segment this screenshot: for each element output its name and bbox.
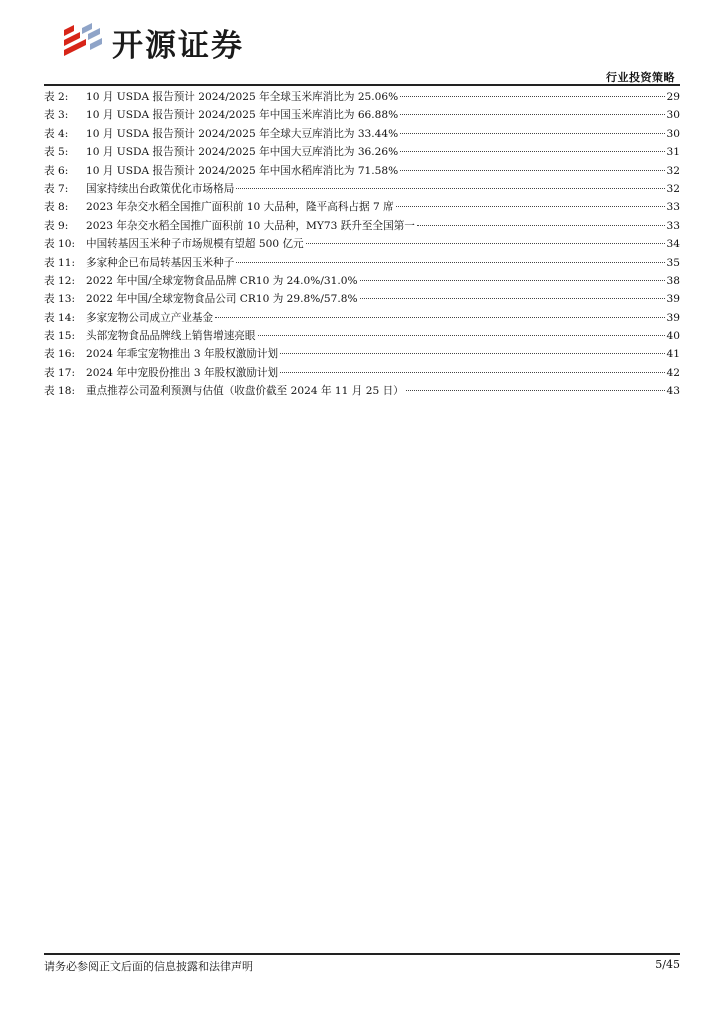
brand-logo xyxy=(60,20,244,64)
toc-entry-number: 表 16: xyxy=(44,348,76,361)
toc-dot-leader xyxy=(306,243,665,244)
toc-dot-leader xyxy=(236,262,664,263)
toc-dot-leader xyxy=(417,225,665,226)
toc-entry-number: 表 3: xyxy=(44,109,69,122)
header-divider xyxy=(44,84,680,86)
toc-entry-number: 表 10: xyxy=(44,238,76,251)
toc-entry-number: 表 7: xyxy=(44,182,69,195)
toc-entry-number: 表 11: xyxy=(44,256,76,269)
toc-entry-page: 34 xyxy=(666,238,680,251)
toc-entry[interactable] xyxy=(44,106,680,124)
toc-entry-page: 30 xyxy=(666,109,680,122)
toc-entry-number: 表 2: xyxy=(44,91,69,103)
toc-entry[interactable] xyxy=(44,327,680,345)
toc-entry-title: 10 月 USDA 报告预计 2024/2025 年中国玉米库消比为 66.88% xyxy=(86,109,399,122)
toc-entry-title: 10 月 USDA 报告预计 2024/2025 年中国水稻库消比为 71.58% xyxy=(86,164,399,177)
toc-entry-title: 2022 年中国/全球宠物食品公司 CR10 为 29.8%/57.8% xyxy=(86,293,358,306)
toc-entry-number: 表 13: xyxy=(44,293,76,306)
page-number: 5/45 xyxy=(655,958,680,971)
toc-dot-leader xyxy=(236,188,664,189)
toc-entry-number: 表 8: xyxy=(44,201,69,214)
toc-entry-title: 2023 年杂交水稻全国推广面积前 10 大品种，MY73 跃升至全国第一 xyxy=(86,219,415,232)
toc-entry-title: 中国转基因玉米种子市场规模有望超 500 亿元 xyxy=(86,238,304,251)
toc-dot-leader xyxy=(400,170,664,171)
toc-entry-number: 表 6: xyxy=(44,164,69,177)
toc-entry-title: 国家持续出台政策优化市场格局 xyxy=(86,182,235,195)
toc-entry[interactable] xyxy=(44,143,680,161)
brand-name: 开源证券 xyxy=(112,27,244,64)
toc-entry-title: 10 月 USDA 报告预计 2024/2025 年中国大豆库消比为 36.26% xyxy=(86,146,399,159)
toc-entry-page: 32 xyxy=(666,182,680,195)
toc-entry-number: 表 18: xyxy=(44,385,76,398)
toc-entry-title: 10 月 USDA 报告预计 2024/2025 年全球大豆库消比为 33.44% xyxy=(86,127,399,140)
toc-dot-leader xyxy=(360,280,665,281)
toc-entry-title: 多家宠物公司成立产业基金 xyxy=(86,311,214,324)
toc-entry-page: 38 xyxy=(666,274,680,287)
report-type-label: 行业投资策略 xyxy=(606,71,675,84)
toc-dot-leader xyxy=(215,317,664,318)
footer-disclaimer: 请务必参阅正文后面的信息披露和法律声明 xyxy=(44,960,253,973)
toc-entry-number: 表 17: xyxy=(44,366,76,379)
toc-entry[interactable] xyxy=(44,217,680,235)
toc-entry[interactable] xyxy=(44,345,680,363)
toc-dot-leader xyxy=(400,133,664,134)
toc-dot-leader xyxy=(360,298,665,299)
toc-entry-title: 2024 年乖宝宠物推出 3 年股权激励计划 xyxy=(86,348,279,361)
toc-entry-page: 32 xyxy=(666,164,680,177)
kysec-logo-icon xyxy=(60,20,106,64)
toc-entry[interactable] xyxy=(44,272,680,290)
toc-entry-title: 2024 年中宠股份推出 3 年股权激励计划 xyxy=(86,366,279,379)
toc-entry-title: 多家种企已布局转基因玉米种子 xyxy=(86,256,235,269)
toc-entry[interactable] xyxy=(44,364,680,382)
toc-entry[interactable] xyxy=(44,235,680,253)
toc-entry-page: 30 xyxy=(666,127,680,140)
toc-entry-number: 表 15: xyxy=(44,330,76,343)
table-of-tables xyxy=(44,88,680,401)
toc-entry[interactable] xyxy=(44,382,680,400)
toc-dot-leader xyxy=(258,335,665,336)
footer-divider xyxy=(44,953,680,955)
toc-entry-title: 头部宠物食品品牌线上销售增速亮眼 xyxy=(86,330,256,343)
toc-entry-title: 重点推荐公司盈利预测与估值（收盘价截至 2024 年 11 月 25 日） xyxy=(86,385,404,398)
toc-entry[interactable] xyxy=(44,125,680,143)
toc-dot-leader xyxy=(400,96,664,97)
toc-entry-page: 35 xyxy=(666,256,680,269)
toc-entry-page: 33 xyxy=(666,219,680,232)
toc-entry[interactable] xyxy=(44,309,680,327)
toc-entry-page: 43 xyxy=(666,385,680,398)
toc-entry-page: 42 xyxy=(666,366,680,379)
toc-entry-number: 表 5: xyxy=(44,146,69,159)
toc-entry-page: 39 xyxy=(666,293,680,306)
toc-entry-page: 33 xyxy=(666,201,680,214)
toc-entry-number: 表 14: xyxy=(44,311,76,324)
toc-entry[interactable] xyxy=(44,198,680,216)
toc-dot-leader xyxy=(400,114,664,115)
toc-entry-page: 31 xyxy=(666,146,680,159)
toc-dot-leader xyxy=(396,206,665,207)
toc-entry[interactable] xyxy=(44,88,680,106)
toc-entry-title: 2023 年杂交水稻全国推广面积前 10 大品种，隆平高科占据 7 席 xyxy=(86,201,394,214)
toc-entry-number: 表 12: xyxy=(44,274,76,287)
toc-entry-title: 10 月 USDA 报告预计 2024/2025 年全球玉米库消比为 25.06% xyxy=(86,91,399,103)
toc-dot-leader xyxy=(280,353,664,354)
toc-entry[interactable] xyxy=(44,254,680,272)
toc-entry-title: 2022 年中国/全球宠物食品品牌 CR10 为 24.0%/31.0% xyxy=(86,274,358,287)
toc-dot-leader xyxy=(406,390,665,391)
toc-entry-page: 40 xyxy=(666,330,680,343)
toc-entry-page: 41 xyxy=(666,348,680,361)
toc-entry-number: 表 4: xyxy=(44,127,69,140)
toc-entry-page: 39 xyxy=(666,311,680,324)
toc-entry-number: 表 9: xyxy=(44,219,69,232)
toc-entry-page: 29 xyxy=(666,91,680,103)
toc-entry[interactable] xyxy=(44,290,680,308)
toc-entry[interactable] xyxy=(44,180,680,198)
toc-entry[interactable] xyxy=(44,162,680,180)
toc-dot-leader xyxy=(400,151,664,152)
toc-dot-leader xyxy=(280,372,664,373)
